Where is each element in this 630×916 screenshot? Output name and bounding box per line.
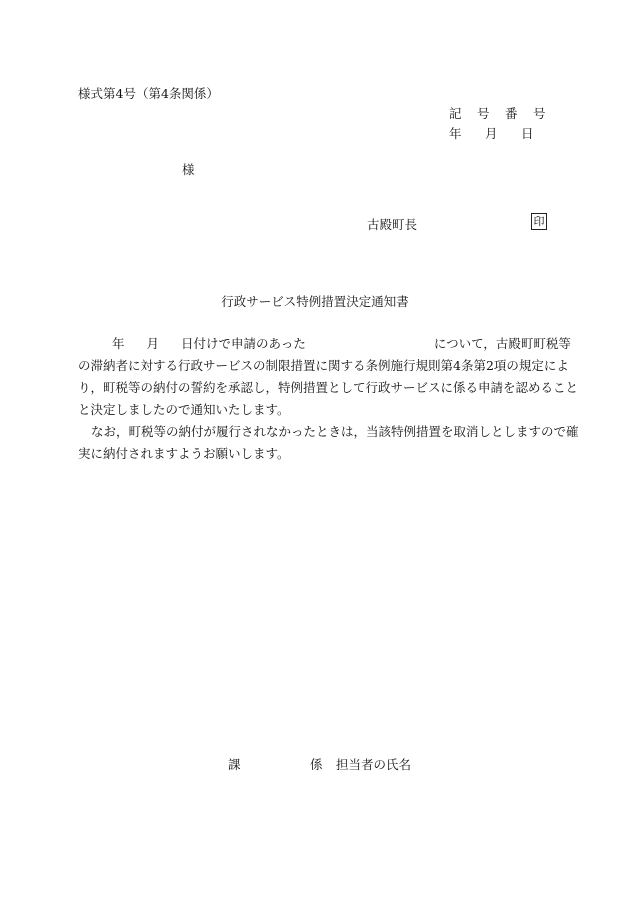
body-line-3: り，町税等の納付の誓約を承認し，特例措置として行政サービスに係る申請を認めること: [78, 380, 579, 395]
footer-unit: 係: [310, 757, 323, 772]
date-year: 年: [449, 126, 462, 141]
para1-month: 月: [146, 336, 160, 351]
body-line-6: 実に納付されますようお願いします。: [78, 446, 290, 461]
document-number-label: [449, 104, 546, 122]
body-line-2: の滞納者に対する行政サービスの制限措置に関する条例施行規則第4条第2項の規定によ: [78, 358, 569, 373]
para2-line1: なお，町税等の納付が履行されなかったときは，当該特例措置を取消しとしますので確: [91, 424, 579, 439]
footer-section: 課: [228, 757, 241, 772]
body-line-1: [78, 333, 571, 355]
issuer-title: 古殿町長: [367, 217, 418, 232]
para1-date-phrase: 日付けで申請のあった: [181, 336, 306, 351]
contact-footer: [228, 755, 411, 773]
addressee-honorific: 様: [182, 162, 195, 177]
document-date-label: [449, 124, 534, 142]
doc-number-char: 号: [477, 106, 490, 121]
document-body: [78, 333, 579, 465]
date-month: 月: [485, 126, 498, 141]
date-day: 日: [521, 126, 534, 141]
para1-about: について，古殿町町税等: [433, 336, 571, 351]
body-line-5: [78, 421, 579, 443]
doc-number-char: 番: [505, 106, 518, 121]
doc-number-char: 記: [449, 106, 462, 121]
seal-mark: 印: [531, 213, 547, 230]
footer-person: 担当者の氏名: [336, 757, 412, 772]
para1-year: 年: [112, 336, 125, 351]
doc-number-char: 号: [533, 106, 546, 121]
form-number: 様式第4号（第4条関係）: [78, 86, 219, 101]
body-line-4: と決定しましたので通知いたします。: [78, 402, 290, 417]
document-title: 行政サービス特例措置決定通知書: [221, 294, 409, 309]
